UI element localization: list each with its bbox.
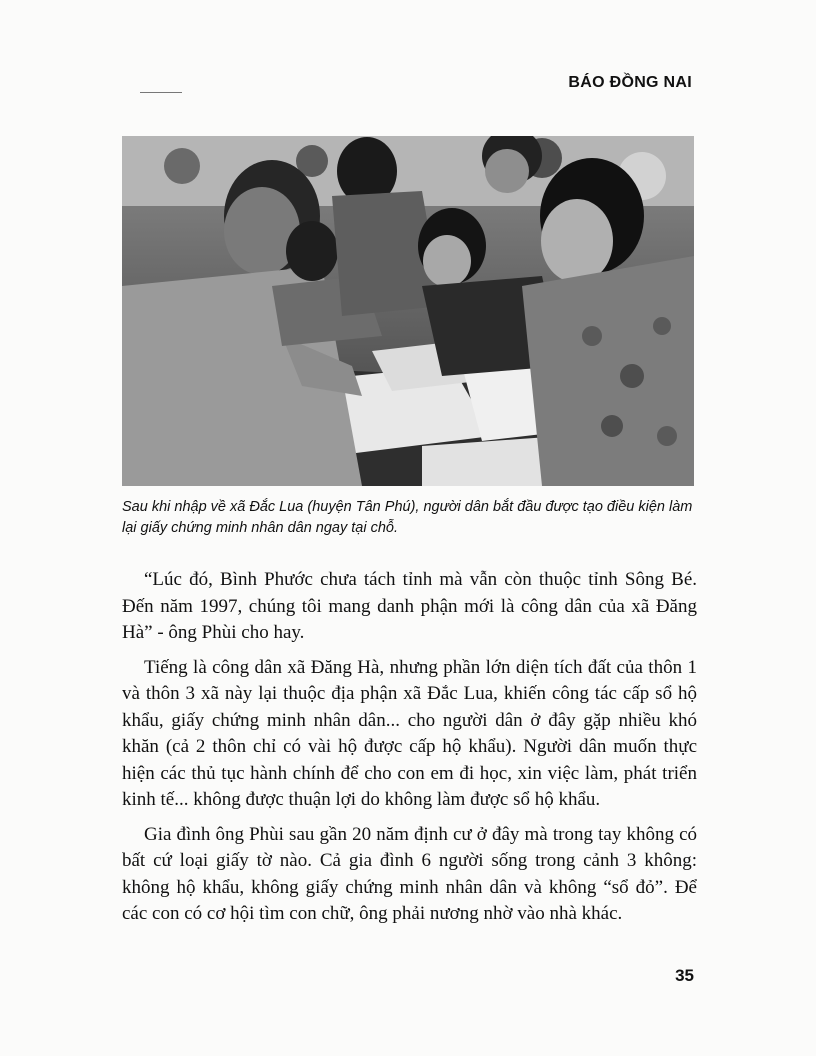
photo-illustration xyxy=(122,136,694,486)
photo xyxy=(122,136,694,486)
header-rule xyxy=(140,92,182,93)
page-number: 35 xyxy=(675,966,694,985)
photo-caption: Sau khi nhập về xã Đắc Lua (huyện Tân Phú), người dân bắt đầu được tạo điều kiện làm lại giấy chứng minh nhân dân ngay tại chỗ. xyxy=(122,499,693,536)
running-header: BÁO ĐỒNG NAI xyxy=(568,74,692,91)
paragraph: “Lúc đó, Bình Phước chưa tách tỉnh mà vẫn còn thuộc tỉnh Sông Bé. Đến năm 1997, chúng tôi mang danh phận mới là công dân của xã Đăng Hà” - ông Phùi cho hay. xyxy=(122,569,697,643)
paragraph: Gia đình ông Phùi sau gần 20 năm định cư ở đây mà trong tay không có bất cứ loại giấy tờ nào. Cả gia đình 6 người sống trong cảnh 3 không: không hộ khẩu, không giấy chứng minh nhân dân và không “sổ đỏ”. Để các con có cơ hội tìm con chữ, ông phải nương nhờ vào nhà khác. xyxy=(122,823,697,924)
article-body xyxy=(122,567,697,936)
paragraph: Tiếng là công dân xã Đăng Hà, nhưng phần lớn diện tích đất của thôn 1 và thôn 3 xã này lại thuộc địa phận xã Đắc Lua, khiến công tác cấp sổ hộ khẩu, giấy chứng minh nhân dân... cho người dân ở đây gặp nhiều khó khăn (cả 2 thôn chỉ có vài hộ được cấp hộ khẩu). Người dân muốn thực hiện các thủ tục hành chính để cho con em đi học, xin việc làm, phát triển kinh tế... không được thuận lợi do không làm được sổ hộ khẩu. xyxy=(122,656,697,810)
